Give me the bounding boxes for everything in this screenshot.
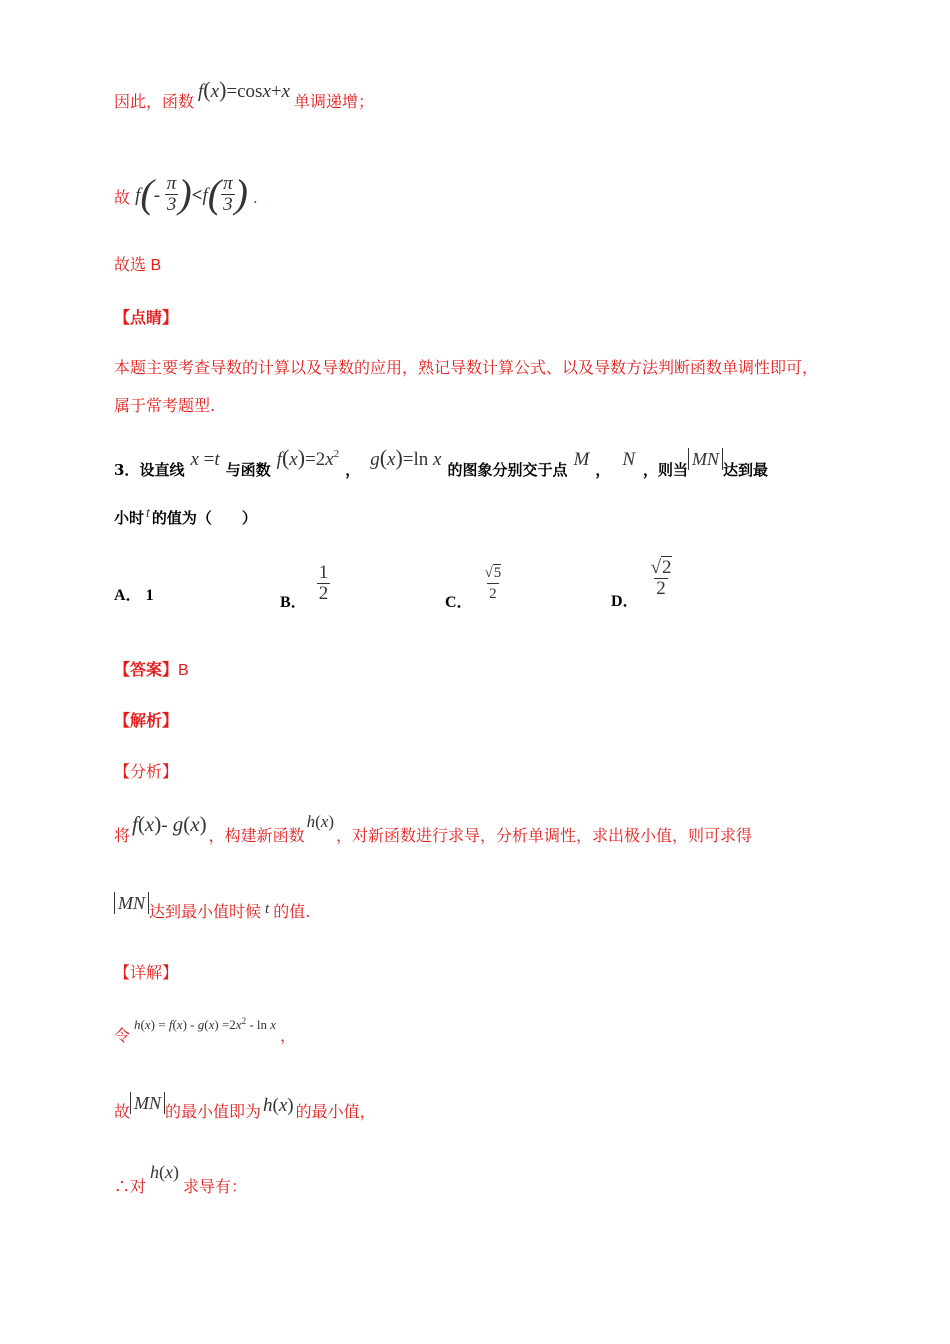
text: 的图象分别交于点 [447,461,568,479]
ling-line [114,1016,297,1048]
abs-mn: MN [688,448,723,470]
formula-h: h(x) [263,1095,294,1116]
var-t: t [146,506,150,521]
line-monotonic [114,77,375,112]
heading-fenxi [114,762,178,782]
formula-inequality: f(- $\frac{\pi}{3}$ )<f( $\frac{\pi}{3}$ ) [135,170,248,216]
text: 单调递增； [294,92,375,111]
text: 的值. [273,902,311,921]
text: 【解析】 [114,711,179,730]
text: 属于常考题型. [114,396,216,415]
option-b-label: B． [280,594,307,612]
text: ，构建新函数 [208,826,305,845]
formula-f-minus-g: f(x)- g(x) [132,812,207,836]
text: ， [280,1026,297,1045]
dianjing-text-2 [114,396,215,416]
fenxi-line-1 [114,812,753,846]
formula-h: h(x) [150,1162,180,1182]
line-inequality [114,170,258,219]
option-b-value: $\frac{1}{2}$ [318,562,329,604]
option-a-value: 1 [145,587,154,604]
text: ，则当 [643,461,689,479]
option-b[interactable] [280,562,330,612]
text: ∴对 [114,1177,147,1196]
option-c-value: $\frac{√5}{2}$ [484,565,502,602]
line-choose-b [114,256,161,276]
answer-label: 【答案】 [114,660,179,679]
option-d-label: D． [611,593,639,611]
text: ， [345,461,361,479]
text: 故 [114,187,131,207]
text: 因此，函数 [114,92,195,111]
answer-value: B [178,662,189,679]
text: 的最小值即为 [165,1102,262,1121]
text: 求导有： [183,1177,248,1196]
formula-h: h(x) [306,812,334,831]
question-3-line-2 [114,508,257,530]
option-d-value: $\frac{√2}{2}$ [650,557,672,599]
formula-h-def: h(x) = f(x) - g(x) =2x2 - ln x [134,1016,277,1032]
question-number: 3． [114,461,140,479]
text: 本题主要考查导数的计算以及导数的应用，熟记导数计算公式、以及导数方法判断函数单调性即可， [114,358,819,377]
option-c[interactable] [445,563,503,612]
text: 将 [114,826,131,845]
option-d[interactable] [611,557,674,611]
heading-xiangjie [114,963,178,983]
gu-line [114,1093,376,1122]
text: ，对新函数进行求导，分析单调性，求出极小值，则可求得 [336,826,753,845]
text: 故 [114,1102,131,1121]
therefore-line [114,1162,248,1197]
point-m: M [573,449,590,470]
abs-mn: MN [114,892,149,914]
text: 的最小值， [295,1102,376,1121]
formula-g-lnx: g(x)=ln x [370,445,442,470]
text: 的值为（ ） [151,509,257,527]
heading-jiexi [114,711,178,731]
text: 与函数 [225,461,271,479]
text: . [252,187,258,207]
text: 设直线 [139,461,185,479]
formula-x-eq-t: x =t [190,449,220,470]
formula-f-cos: f(x)=cosx+x [198,77,291,102]
option-a[interactable] [114,582,154,605]
heading-dianjing [114,308,178,328]
text: 【分析】 [114,762,179,781]
text: ， [595,461,611,479]
abs-mn: MN [130,1092,165,1114]
text: 【详解】 [114,963,179,982]
text: 令 [114,1026,131,1045]
question-3-line-1 [114,445,769,482]
fenxi-line-2 [114,893,311,923]
dianjing-text-1 [114,358,818,378]
text: 达到最小值时候 [149,902,262,921]
text: 小时 [114,509,145,527]
text: 故选 B [114,257,162,274]
answer-line [114,660,189,681]
text: 达到最 [723,461,769,479]
point-n: N [622,449,636,470]
option-a-label: A． [114,587,142,604]
formula-f-2x2: $f(x)=2x^2$ [276,445,340,470]
var-t: t [265,901,270,917]
option-c-label: C． [445,594,473,612]
text: 【点睛】 [114,308,179,327]
